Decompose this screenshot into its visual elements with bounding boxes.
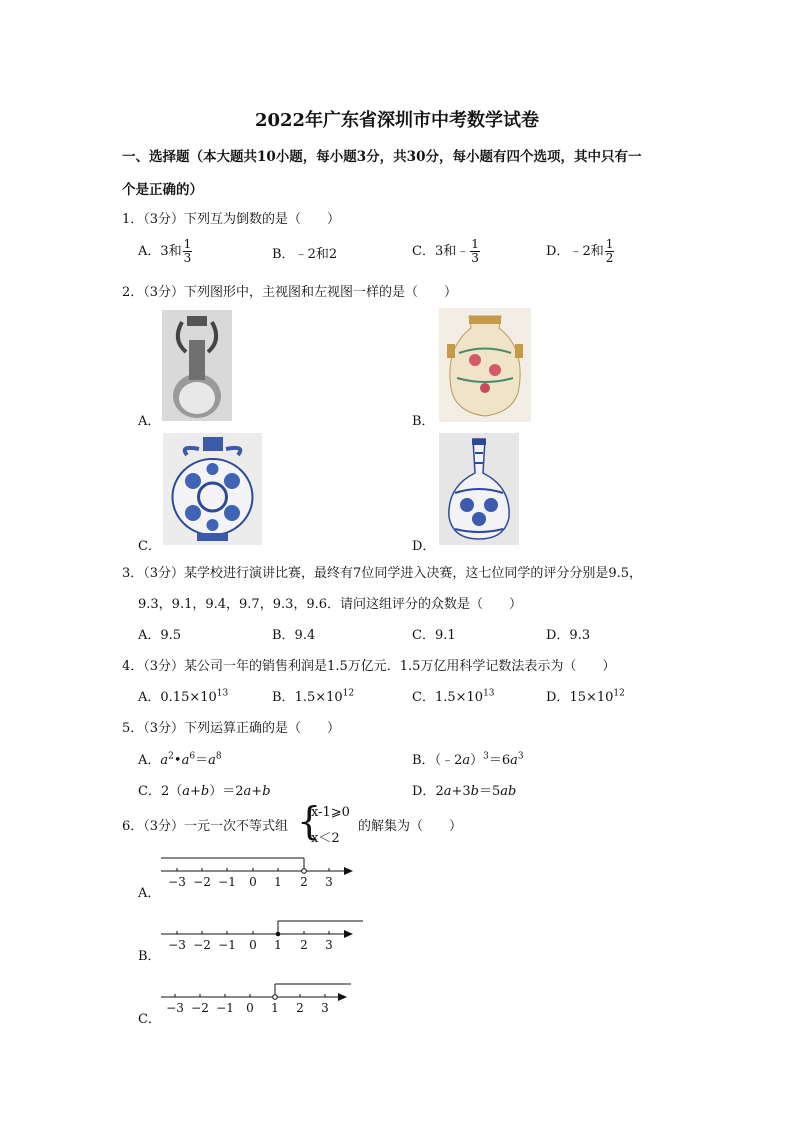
q4-option-c[interactable]: C．$1.5\times 10^{13}$ (412, 688, 495, 705)
q6-condition-2: x＜2 (311, 831, 340, 846)
svg-text:0: 0 (249, 875, 257, 889)
svg-text:1: 1 (274, 875, 282, 889)
svg-text:−3: −3 (168, 875, 186, 889)
page-title: 2022年广东省深圳市中考数学试卷 (254, 110, 540, 131)
svg-text:1: 1 (274, 938, 282, 952)
svg-text:−2: −2 (193, 938, 211, 952)
svg-text:−1: −1 (218, 875, 236, 889)
q2-option-c-label[interactable]: C． (138, 539, 161, 554)
svg-text:0: 0 (246, 1001, 254, 1015)
q6-condition-1: x-1⩾0 (311, 805, 350, 820)
q5-option-b[interactable]: B．$(﹣2a)^3=6a^3$ (412, 751, 524, 768)
q4-stem: 4．（3分）某公司一年的销售利润是1.5万亿元．1.5万亿用科学记数法表示为（ ） (122, 659, 616, 674)
q1-option-d[interactable]: D．﹣2和 $\frac{1}{2}$ (546, 237, 614, 265)
number-line-b (155, 915, 370, 957)
q6-stem-tail: 的解集为（ ） (358, 819, 463, 834)
section-heading-line2: 个是正确的） (122, 182, 203, 198)
svg-text:−2: −2 (191, 1001, 209, 1015)
svg-text:2: 2 (300, 938, 308, 952)
svg-text:−1: −1 (216, 1001, 234, 1015)
vase-b-image (439, 308, 531, 422)
q5-option-a[interactable]: A．$a^2•a^6=a^8$ (138, 751, 222, 768)
q2-option-d-label[interactable]: D． (412, 539, 436, 554)
q6-option-a-label[interactable]: A． (138, 886, 161, 901)
q2-option-b-label[interactable]: B． (412, 414, 435, 429)
vase-a-image (162, 310, 232, 421)
fraction: $\frac{1}{2}$ (605, 237, 614, 265)
q3-stem-line2: 9.3，9.1，9.4，9.7，9.3，9.6．请问这组评分的众数是（ ） (138, 597, 523, 612)
q1-stem: 1．（3分）下列互为倒数的是（ ） (122, 212, 341, 227)
q3-stem-line1: 3．（3分）某学校进行演讲比赛，最终有7位同学进入决赛，这七位同学的评分分别是9.5， (122, 566, 642, 581)
fraction: $\frac{1}{3}$ (471, 237, 479, 265)
q1-option-a[interactable]: A．3和 $\frac{1}{3}$ (138, 237, 192, 265)
svg-text:2: 2 (296, 1001, 304, 1015)
svg-text:−3: −3 (166, 1001, 184, 1015)
system-brace: { (297, 799, 322, 843)
q1-option-b[interactable]: B．﹣2和2 (272, 247, 338, 262)
svg-text:3: 3 (321, 1001, 329, 1015)
q6-stem: 6．（3分）一元一次不等式组 (122, 819, 289, 834)
q3-option-d[interactable]: D．9.3 (546, 628, 591, 643)
svg-text:−2: −2 (193, 875, 211, 889)
q4-option-a[interactable]: A．$0.15\times 10^{13}$ (138, 688, 229, 705)
svg-text:2: 2 (300, 875, 308, 889)
q6-option-b-label[interactable]: B． (138, 949, 161, 964)
svg-text:−3: −3 (168, 938, 186, 952)
q6-option-c-label[interactable]: C． (138, 1012, 161, 1027)
fraction: $\frac{1}{3}$ (183, 237, 192, 265)
q5-option-d[interactable]: D．2a+3b＝5ab (412, 784, 517, 799)
svg-text:3: 3 (325, 875, 333, 889)
q4-option-d[interactable]: D．$15\times 10^{12}$ (546, 688, 625, 705)
q2-stem: 2．（3分）下列图形中，主视图和左视图一样的是（ ） (122, 285, 458, 300)
svg-text:1: 1 (271, 1001, 279, 1015)
number-line-c (155, 978, 360, 1020)
q3-option-b[interactable]: B．9.4 (272, 628, 316, 643)
vase-d-image (439, 433, 519, 545)
q5-stem: 5．（3分）下列运算正确的是（ ） (122, 721, 341, 736)
number-line-a (155, 852, 365, 894)
vase-c-image (163, 433, 262, 545)
section-heading-line1: 一、选择题（本大题共10小题，每小题3分，共30分，每小题有四个选项，其中只有一 (122, 149, 642, 165)
q1-option-c[interactable]: C．3和﹣ $\frac{1}{3}$ (412, 237, 479, 265)
q4-option-b[interactable]: B．$1.5\times 10^{12}$ (272, 688, 355, 705)
q2-option-a-label[interactable]: A． (138, 414, 161, 429)
q3-option-a[interactable]: A．9.5 (138, 628, 182, 643)
q3-option-c[interactable]: C．9.1 (412, 628, 456, 643)
svg-text:0: 0 (249, 938, 257, 952)
q5-option-c[interactable]: C．2（a+b）＝2a+b (138, 784, 271, 799)
svg-text:−1: −1 (218, 938, 236, 952)
svg-text:3: 3 (325, 938, 333, 952)
